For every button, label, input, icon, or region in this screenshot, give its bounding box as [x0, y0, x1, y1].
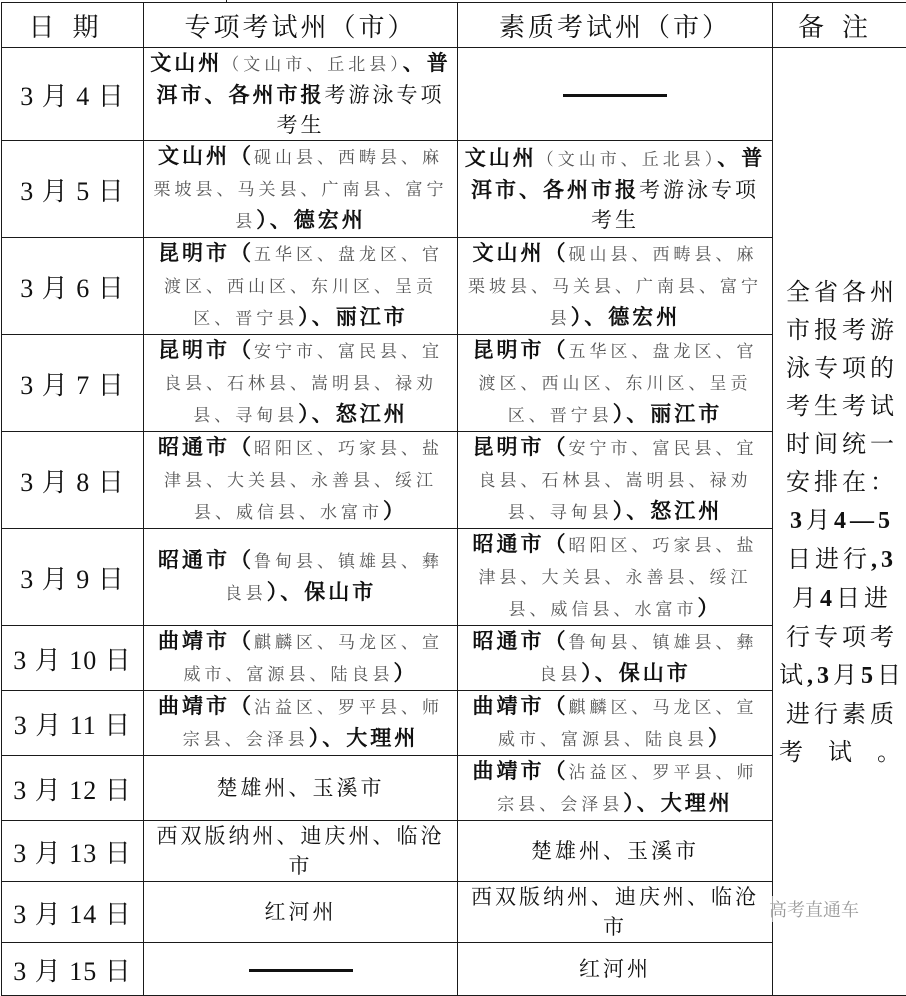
- quality-exam-cell: [458, 141, 773, 238]
- date-part-d: 日: [104, 711, 131, 740]
- table-row: [2, 943, 906, 996]
- region-name: 曲靖市（: [158, 628, 254, 653]
- region-name: 文山州（: [473, 240, 569, 265]
- region-name: 昆明市（: [158, 337, 254, 362]
- table-row: [2, 335, 906, 432]
- specialty-exam-cell: [144, 141, 458, 238]
- note-text: 5: [861, 663, 877, 689]
- date-part-m: 月: [42, 274, 69, 303]
- table-row: [2, 48, 906, 141]
- region-name: 文山州: [465, 145, 537, 170]
- date-part-day: 7: [76, 371, 90, 400]
- table-row: [2, 238, 906, 335]
- region-name: 、普洱市、各州市报: [471, 145, 765, 202]
- region-name: ）、德宏州: [571, 304, 681, 329]
- region-name: ）、怒江州: [298, 401, 408, 426]
- header-specialty-exam: 专项考试州（市）: [144, 3, 458, 48]
- region-name: 昆明市（: [158, 240, 254, 265]
- region-name: ）: [383, 498, 407, 523]
- header-date: 日期: [2, 3, 144, 48]
- county-list: 安宁市、富民县、宜良县、石林县、嵩明县、禄劝县、寻甸县: [164, 342, 443, 426]
- date-part-day: 11: [70, 711, 97, 740]
- date-cell: [2, 238, 144, 335]
- no-exam-dash: [249, 969, 353, 972]
- date-part-d: 日: [105, 646, 132, 675]
- quality-exam-cell: [458, 238, 773, 335]
- note-text: 月: [792, 584, 820, 612]
- date-cell: [2, 691, 144, 756]
- note-text: 4—5: [834, 508, 894, 534]
- county-list: 鲁甸县、镇雄县、彝良县: [225, 552, 443, 604]
- specialty-exam-cell: [144, 626, 458, 691]
- schedule-body: [2, 48, 906, 996]
- region-name: ）: [394, 660, 418, 685]
- date-part-month: 3: [20, 82, 34, 111]
- region-name: 曲靖市（: [473, 693, 569, 718]
- note-text: 月: [806, 506, 834, 534]
- county-list: 砚山县、西畴县、麻栗坡县、马关县、广南县、富宁县: [154, 148, 448, 232]
- quality-exam-cell: [458, 756, 773, 821]
- cell-text: 考游泳专项考生: [277, 83, 445, 137]
- header-row: [2, 3, 906, 48]
- date-part-day: 14: [69, 900, 97, 929]
- date-part-day: 5: [76, 177, 90, 206]
- note-text: ,3: [871, 547, 897, 573]
- note-text: ,3: [807, 663, 833, 689]
- date-part-m: 月: [42, 565, 69, 594]
- date-cell: [2, 821, 144, 882]
- header-note: 备注: [773, 3, 906, 48]
- quality-exam-cell: [458, 821, 773, 882]
- cell-text: 楚雄州、玉溪市: [217, 776, 385, 800]
- date-part-month: 3: [13, 839, 27, 868]
- note-text: 4: [820, 586, 836, 612]
- specialty-exam-cell: [144, 529, 458, 626]
- region-name: 昭通市（: [158, 434, 254, 459]
- watermark: 高考直通车: [769, 896, 859, 922]
- no-exam-dash: [563, 94, 667, 97]
- region-name: 、普洱市、各州市报: [157, 50, 451, 107]
- quality-exam-cell: [458, 48, 773, 141]
- cell-text: 楚雄州、玉溪市: [531, 839, 699, 863]
- date-part-m: 月: [42, 468, 69, 497]
- county-list: 麒麟区、马龙区、宣威市、富源县、陆良县: [498, 698, 758, 750]
- date-part-d: 日: [105, 900, 132, 929]
- note-text: 日进行专项考试: [779, 584, 898, 689]
- specialty-exam-cell: [144, 238, 458, 335]
- quality-exam-cell: [458, 432, 773, 529]
- date-cell: [2, 943, 144, 996]
- table-row: [2, 432, 906, 529]
- county-list: 沾益区、罗平县、师宗县、会泽县: [497, 763, 757, 815]
- region-name: ）、丽江市: [298, 304, 408, 329]
- date-part-day: 6: [76, 274, 90, 303]
- county-list: 五华区、盘龙区、官渡区、西山区、东川区、呈贡区、晋宁县: [479, 342, 758, 426]
- specialty-exam-cell: [144, 48, 458, 141]
- date-part-m: 月: [42, 82, 69, 111]
- table-row: [2, 691, 906, 756]
- date-part-d: 日: [98, 177, 125, 206]
- date-part-d: 日: [98, 371, 125, 400]
- exam-schedule-table: [1, 2, 906, 996]
- date-part-d: 日: [105, 839, 132, 868]
- specialty-exam-cell: [144, 432, 458, 529]
- table-row: [2, 529, 906, 626]
- date-part-month: 3: [13, 957, 27, 986]
- date-part-month: 3: [14, 711, 28, 740]
- specialty-exam-cell: [144, 756, 458, 821]
- cell-text: 考游泳专项考生: [591, 178, 759, 232]
- county-list: 砚山县、西畴县、麻栗坡县、马关县、广南县、富宁县: [468, 245, 762, 329]
- date-cell: [2, 48, 144, 141]
- table-row: [2, 756, 906, 821]
- specialty-exam-cell: [144, 882, 458, 943]
- quality-exam-cell: [458, 691, 773, 756]
- region-name: 昭通市（: [473, 628, 569, 653]
- region-name: ）: [708, 725, 732, 750]
- county-list: 昭阳区、巧家县、盐津县、大关县、永善县、绥江县、威信县、水富市: [164, 439, 443, 523]
- county-list: 沾益区、罗平县、师宗县、会泽县: [183, 698, 443, 750]
- region-name: ）、保山市: [267, 579, 377, 604]
- county-list: 麒麟区、马龙区、宣威市、富源县、陆良县: [184, 633, 444, 685]
- header-quality-exam: 素质考试州（市）: [458, 3, 773, 48]
- date-part-m: 月: [35, 711, 62, 740]
- quality-exam-cell: [458, 626, 773, 691]
- date-part-month: 3: [13, 900, 27, 929]
- specialty-exam-cell: [144, 335, 458, 432]
- region-name: ）、保山市: [581, 660, 691, 685]
- date-part-month: 3: [20, 371, 34, 400]
- county-list: 五华区、盘龙区、官渡区、西山区、东川区、呈贡区、晋宁县: [164, 245, 443, 329]
- date-part-month: 3: [13, 646, 27, 675]
- county-list: 昭阳区、巧家县、盐津县、大关县、永善县、绥江县、威信县、水富市: [479, 536, 758, 620]
- date-part-d: 日: [105, 957, 132, 986]
- date-part-month: 3: [20, 468, 34, 497]
- date-part-m: 月: [35, 646, 62, 675]
- date-part-day: 12: [69, 776, 97, 805]
- date-part-day: 8: [76, 468, 90, 497]
- date-part-day: 10: [69, 646, 97, 675]
- county-list: （文山市、丘北县）: [222, 55, 403, 75]
- region-name: 曲靖市（: [158, 693, 254, 718]
- region-name: 曲靖市（: [473, 758, 569, 783]
- note-text: 日进行素质考试。: [779, 661, 905, 766]
- date-part-d: 日: [98, 274, 125, 303]
- region-name: 昭通市（: [473, 531, 569, 556]
- region-name: 昆明市（: [473, 337, 569, 362]
- note-text: 3: [790, 508, 806, 534]
- date-cell: [2, 529, 144, 626]
- date-part-m: 月: [35, 776, 62, 805]
- date-part-d: 日: [105, 776, 132, 805]
- quality-exam-cell: [458, 943, 773, 996]
- region-name: ）、大理州: [309, 725, 419, 750]
- date-cell: [2, 882, 144, 943]
- region-name: ）、德宏州: [256, 207, 366, 232]
- county-list: （文山市、丘北县）: [537, 150, 718, 170]
- region-name: 文山州: [150, 50, 222, 75]
- table-row: [2, 821, 906, 882]
- table-row: [2, 626, 906, 691]
- region-name: 昭通市（: [158, 547, 254, 572]
- date-part-m: 月: [42, 371, 69, 400]
- quality-exam-cell: [458, 335, 773, 432]
- note-text: 月: [833, 661, 861, 689]
- region-name: ）、怒江州: [613, 498, 723, 523]
- date-part-month: 3: [20, 565, 34, 594]
- date-cell: [2, 626, 144, 691]
- region-name: ）、丽江市: [613, 401, 723, 426]
- specialty-exam-cell: [144, 821, 458, 882]
- table-row: [2, 141, 906, 238]
- note-text: 日进行: [787, 545, 871, 573]
- date-part-day: 9: [76, 565, 90, 594]
- date-part-day: 15: [69, 957, 97, 986]
- date-part-d: 日: [98, 468, 125, 497]
- region-name: ）: [698, 595, 722, 620]
- date-cell: [2, 141, 144, 238]
- county-list: 安宁市、富民县、宜良县、石林县、嵩明县、禄劝县、寻甸县: [479, 439, 758, 523]
- cell-text: 西双版纳州、迪庆州、临沧市: [471, 885, 759, 939]
- specialty-exam-cell: [144, 691, 458, 756]
- note-text: 全省各州市报考游泳专项的考生考试时间统一安排在：: [786, 278, 898, 496]
- county-list: 鲁甸县、镇雄县、彝良县: [539, 633, 757, 685]
- cell-text: 西双版纳州、迪庆州、临沧市: [157, 824, 445, 878]
- region-name: 文山州（: [158, 143, 254, 168]
- date-cell: [2, 756, 144, 821]
- specialty-exam-cell: [144, 943, 458, 996]
- quality-exam-cell: [458, 882, 773, 943]
- date-part-m: 月: [42, 177, 69, 206]
- date-part-m: 月: [35, 957, 62, 986]
- date-part-d: 日: [98, 565, 125, 594]
- date-part-d: 日: [98, 82, 125, 111]
- cell-text: 红河州: [265, 900, 337, 924]
- region-name: ）、大理州: [623, 790, 733, 815]
- cell-text: 红河州: [579, 957, 651, 981]
- date-cell: [2, 432, 144, 529]
- region-name: 昆明市（: [473, 434, 569, 459]
- date-part-month: 3: [13, 776, 27, 805]
- note-cell: [773, 48, 906, 996]
- date-part-day: 4: [76, 82, 90, 111]
- date-part-m: 月: [35, 839, 62, 868]
- date-part-month: 3: [20, 274, 34, 303]
- date-part-day: 13: [69, 839, 97, 868]
- date-cell: [2, 335, 144, 432]
- date-part-month: 3: [20, 177, 34, 206]
- date-part-m: 月: [35, 900, 62, 929]
- quality-exam-cell: [458, 529, 773, 626]
